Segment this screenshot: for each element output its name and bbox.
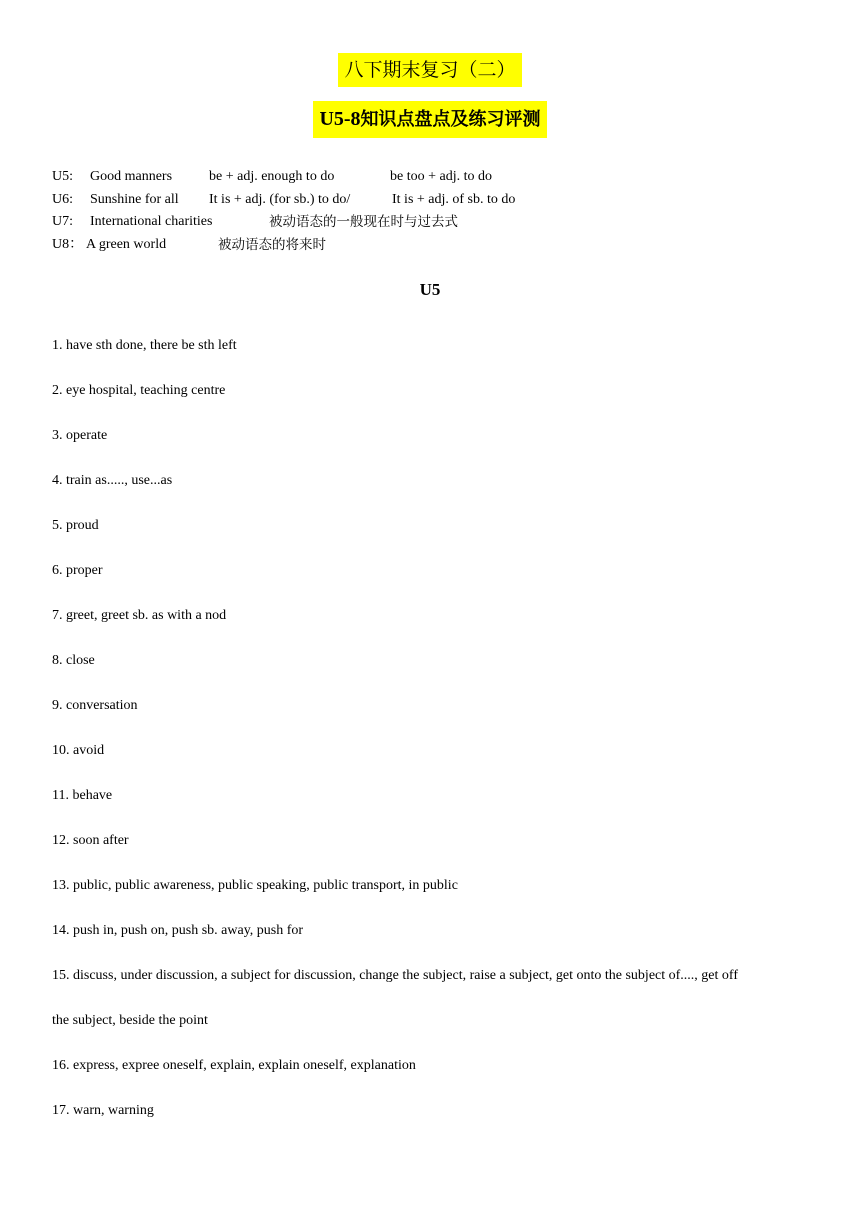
summary-point: It is + adj. (for sb.) to do/: [209, 192, 351, 207]
list-item: 5. proud: [52, 518, 99, 533]
summary-topic: A green world: [86, 237, 167, 252]
summary-point: 被动语态的一般现在时与过去式: [269, 214, 458, 230]
summary-topic: Sunshine for all: [90, 192, 179, 207]
list-item: 6. proper: [52, 563, 103, 578]
list-item: 1. have sth done, there be sth left: [52, 338, 237, 353]
summary-point: be + adj. enough to do: [209, 169, 335, 184]
list-item: 7. greet, greet sb. as with a nod: [52, 608, 227, 623]
title-block: [0, 53, 860, 87]
summary-topic: Good manners: [90, 169, 173, 184]
list-item: 2. eye hospital, teaching centre: [52, 383, 226, 398]
list-item: 14. push in, push on, push sb. away, push for: [52, 923, 304, 938]
list-item: 10. avoid: [52, 743, 105, 758]
summary-unit: U7:: [52, 214, 73, 229]
subtitle-block: [0, 101, 860, 138]
list-item: 4. train as....., use...as: [52, 473, 173, 488]
list-item: 16. express, expree oneself, explain, explain oneself, explanation: [52, 1058, 416, 1073]
page-title: 八下期末复习（二）: [338, 53, 521, 87]
subtitle-prefix: U5-8: [319, 108, 361, 130]
section-heading: U5: [419, 280, 441, 299]
summary-point: 被动语态的将来时: [218, 237, 326, 253]
list-item: 9. conversation: [52, 698, 138, 713]
summary-topic: International charities: [90, 214, 213, 229]
summary-unit: U5:: [52, 169, 73, 184]
summary-point: It is + adj. of sb. to do: [392, 192, 516, 207]
list-item: 17. warn, warning: [52, 1103, 154, 1118]
list-item: 15. discuss, under discussion, a subject for discussion, change the subject, raise a subject, get onto the subject of...., get off: [52, 968, 738, 983]
list-item: 3. operate: [52, 428, 108, 443]
summary-unit: U8：: [52, 237, 84, 252]
summary-unit: U6:: [52, 192, 73, 207]
list-item: 11. behave: [52, 788, 113, 803]
list-item: 8. close: [52, 653, 95, 668]
subtitle-rest: 知识点盘点及练习评测: [360, 109, 541, 130]
list-item: 13. public, public awareness, public speaking, public transport, in public: [52, 878, 458, 893]
list-item: 12. soon after: [52, 833, 129, 848]
list-item-continuation: the subject, beside the point: [52, 1013, 208, 1028]
page-subtitle: [313, 101, 546, 138]
summary-point: be too + adj. to do: [390, 169, 492, 184]
